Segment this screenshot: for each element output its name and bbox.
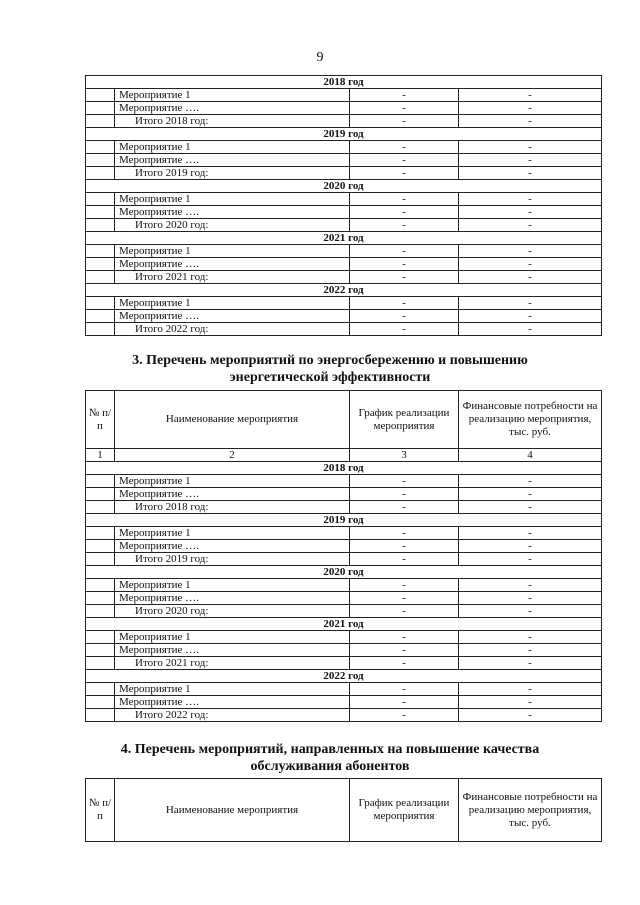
event-name: Мероприятие …. bbox=[115, 644, 350, 657]
finance-value: - bbox=[459, 709, 602, 722]
finance-value: - bbox=[459, 540, 602, 553]
col-number: 1 bbox=[86, 449, 115, 462]
header-num: № п/п bbox=[86, 779, 115, 842]
events-table-continued bbox=[85, 75, 602, 336]
year-row bbox=[86, 128, 602, 141]
year-row bbox=[86, 514, 602, 527]
year-label: 2018 год bbox=[86, 462, 602, 475]
schedule-value: - bbox=[350, 206, 459, 219]
finance-value: - bbox=[459, 167, 602, 180]
event-row bbox=[86, 193, 602, 206]
event-row bbox=[86, 245, 602, 258]
schedule-value: - bbox=[350, 631, 459, 644]
table-header-row bbox=[86, 391, 602, 449]
total-label: Итого 2018 год: bbox=[115, 501, 350, 514]
finance-value: - bbox=[459, 488, 602, 501]
schedule-value: - bbox=[350, 310, 459, 323]
total-label: Итого 2019 год: bbox=[115, 553, 350, 566]
total-row bbox=[86, 553, 602, 566]
schedule-value: - bbox=[350, 245, 459, 258]
event-name: Мероприятие 1 bbox=[115, 631, 350, 644]
event-name: Мероприятие …. bbox=[115, 310, 350, 323]
year-label: 2022 год bbox=[86, 284, 602, 297]
event-row bbox=[86, 475, 602, 488]
row-number-cell bbox=[86, 154, 115, 167]
finance-value: - bbox=[459, 579, 602, 592]
event-row bbox=[86, 206, 602, 219]
total-label: Итого 2021 год: bbox=[115, 271, 350, 284]
finance-value: - bbox=[459, 631, 602, 644]
event-row bbox=[86, 310, 602, 323]
total-row bbox=[86, 657, 602, 670]
column-number-row bbox=[86, 449, 602, 462]
total-label: Итого 2022 год: bbox=[115, 323, 350, 336]
event-name: Мероприятие 1 bbox=[115, 683, 350, 696]
event-row bbox=[86, 540, 602, 553]
finance-value: - bbox=[459, 219, 602, 232]
finance-value: - bbox=[459, 553, 602, 566]
event-row bbox=[86, 683, 602, 696]
event-name: Мероприятие …. bbox=[115, 206, 350, 219]
row-number-cell bbox=[86, 323, 115, 336]
event-name: Мероприятие 1 bbox=[115, 141, 350, 154]
event-row bbox=[86, 696, 602, 709]
schedule-value: - bbox=[350, 102, 459, 115]
event-name: Мероприятие …. bbox=[115, 102, 350, 115]
schedule-value: - bbox=[350, 141, 459, 154]
row-number-cell bbox=[86, 488, 115, 501]
finance-value: - bbox=[459, 193, 602, 206]
event-row bbox=[86, 527, 602, 540]
header-finance: Финансовые потребности на реализацию мероприятия, тыс. руб. bbox=[459, 779, 602, 842]
schedule-value: - bbox=[350, 657, 459, 670]
schedule-value: - bbox=[350, 501, 459, 514]
finance-value: - bbox=[459, 206, 602, 219]
event-row bbox=[86, 631, 602, 644]
row-number-cell bbox=[86, 245, 115, 258]
finance-value: - bbox=[459, 683, 602, 696]
energy-saving-events-table bbox=[85, 390, 602, 722]
event-name: Мероприятие …. bbox=[115, 154, 350, 167]
year-row bbox=[86, 76, 602, 89]
event-name: Мероприятие …. bbox=[115, 258, 350, 271]
event-name: Мероприятие 1 bbox=[115, 527, 350, 540]
schedule-value: - bbox=[350, 488, 459, 501]
col-number: 2 bbox=[115, 449, 350, 462]
service-quality-events-table bbox=[85, 778, 602, 842]
schedule-value: - bbox=[350, 271, 459, 284]
row-number-cell bbox=[86, 540, 115, 553]
row-number-cell bbox=[86, 579, 115, 592]
event-name: Мероприятие 1 bbox=[115, 475, 350, 488]
row-number-cell bbox=[86, 167, 115, 180]
event-row bbox=[86, 488, 602, 501]
finance-value: - bbox=[459, 245, 602, 258]
finance-value: - bbox=[459, 258, 602, 271]
year-label: 2021 год bbox=[86, 618, 602, 631]
row-number-cell bbox=[86, 297, 115, 310]
row-number-cell bbox=[86, 696, 115, 709]
finance-value: - bbox=[459, 102, 602, 115]
schedule-value: - bbox=[350, 154, 459, 167]
header-schedule: График реализации мероприятия bbox=[350, 391, 459, 449]
schedule-value: - bbox=[350, 605, 459, 618]
row-number-cell bbox=[86, 527, 115, 540]
finance-value: - bbox=[459, 475, 602, 488]
year-label: 2021 год bbox=[86, 232, 602, 245]
row-number-cell bbox=[86, 102, 115, 115]
total-label: Итого 2020 год: bbox=[115, 605, 350, 618]
event-name: Мероприятие …. bbox=[115, 696, 350, 709]
schedule-value: - bbox=[350, 475, 459, 488]
finance-value: - bbox=[459, 605, 602, 618]
finance-value: - bbox=[459, 89, 602, 102]
schedule-value: - bbox=[350, 193, 459, 206]
total-label: Итого 2019 год: bbox=[115, 167, 350, 180]
event-name: Мероприятие …. bbox=[115, 488, 350, 501]
year-label: 2019 год bbox=[86, 128, 602, 141]
finance-value: - bbox=[459, 115, 602, 128]
row-number-cell bbox=[86, 141, 115, 154]
schedule-value: - bbox=[350, 683, 459, 696]
finance-value: - bbox=[459, 592, 602, 605]
event-row bbox=[86, 592, 602, 605]
schedule-value: - bbox=[350, 527, 459, 540]
finance-value: - bbox=[459, 644, 602, 657]
total-label: Итого 2021 год: bbox=[115, 657, 350, 670]
row-number-cell bbox=[86, 475, 115, 488]
finance-value: - bbox=[459, 141, 602, 154]
schedule-value: - bbox=[350, 553, 459, 566]
total-row bbox=[86, 501, 602, 514]
finance-value: - bbox=[459, 154, 602, 167]
event-row bbox=[86, 297, 602, 310]
header-name: Наименование мероприятия bbox=[115, 391, 350, 449]
year-row bbox=[86, 462, 602, 475]
total-row bbox=[86, 271, 602, 284]
row-number-cell bbox=[86, 258, 115, 271]
row-number-cell bbox=[86, 115, 115, 128]
event-name: Мероприятие 1 bbox=[115, 297, 350, 310]
total-row bbox=[86, 219, 602, 232]
event-row bbox=[86, 579, 602, 592]
finance-value: - bbox=[459, 527, 602, 540]
row-number-cell bbox=[86, 709, 115, 722]
row-number-cell bbox=[86, 310, 115, 323]
total-label: Итого 2018 год: bbox=[115, 115, 350, 128]
row-number-cell bbox=[86, 683, 115, 696]
row-number-cell bbox=[86, 631, 115, 644]
row-number-cell bbox=[86, 219, 115, 232]
header-schedule: График реализации мероприятия bbox=[350, 779, 459, 842]
row-number-cell bbox=[86, 89, 115, 102]
finance-value: - bbox=[459, 323, 602, 336]
row-number-cell bbox=[86, 193, 115, 206]
finance-value: - bbox=[459, 271, 602, 284]
col-number: 4 bbox=[459, 449, 602, 462]
schedule-value: - bbox=[350, 167, 459, 180]
year-row bbox=[86, 284, 602, 297]
event-name: Мероприятие 1 bbox=[115, 193, 350, 206]
event-row bbox=[86, 102, 602, 115]
year-label: 2018 год bbox=[86, 76, 602, 89]
total-row bbox=[86, 605, 602, 618]
year-row bbox=[86, 232, 602, 245]
row-number-cell bbox=[86, 592, 115, 605]
event-name: Мероприятие 1 bbox=[115, 245, 350, 258]
schedule-value: - bbox=[350, 258, 459, 271]
schedule-value: - bbox=[350, 89, 459, 102]
year-label: 2020 год bbox=[86, 180, 602, 193]
schedule-value: - bbox=[350, 644, 459, 657]
total-label: Итого 2022 год: bbox=[115, 709, 350, 722]
year-label: 2020 год bbox=[86, 566, 602, 579]
row-number-cell bbox=[86, 271, 115, 284]
event-name: Мероприятие …. bbox=[115, 592, 350, 605]
finance-value: - bbox=[459, 310, 602, 323]
year-row bbox=[86, 618, 602, 631]
year-row bbox=[86, 566, 602, 579]
event-row bbox=[86, 89, 602, 102]
schedule-value: - bbox=[350, 592, 459, 605]
schedule-value: - bbox=[350, 219, 459, 232]
schedule-value: - bbox=[350, 696, 459, 709]
header-num: № п/п bbox=[86, 391, 115, 449]
schedule-value: - bbox=[350, 540, 459, 553]
row-number-cell bbox=[86, 501, 115, 514]
event-row bbox=[86, 258, 602, 271]
event-row bbox=[86, 154, 602, 167]
row-number-cell bbox=[86, 605, 115, 618]
row-number-cell bbox=[86, 553, 115, 566]
finance-value: - bbox=[459, 696, 602, 709]
col-number: 3 bbox=[350, 449, 459, 462]
finance-value: - bbox=[459, 501, 602, 514]
finance-value: - bbox=[459, 657, 602, 670]
section-3-title: 3. Перечень мероприятий по энергосбережению и повышению энергетической эффективности bbox=[132, 353, 528, 385]
schedule-value: - bbox=[350, 709, 459, 722]
event-name: Мероприятие …. bbox=[115, 540, 350, 553]
row-number-cell bbox=[86, 206, 115, 219]
total-row bbox=[86, 115, 602, 128]
schedule-value: - bbox=[350, 323, 459, 336]
header-name: Наименование мероприятия bbox=[115, 779, 350, 842]
schedule-value: - bbox=[350, 297, 459, 310]
total-row bbox=[86, 323, 602, 336]
row-number-cell bbox=[86, 644, 115, 657]
section-4-title: 4. Перечень мероприятий, направленных на повышение качества обслуживания абонентов bbox=[120, 742, 540, 774]
year-label: 2022 год bbox=[86, 670, 602, 683]
table-header-row bbox=[86, 779, 602, 842]
schedule-value: - bbox=[350, 115, 459, 128]
year-row bbox=[86, 180, 602, 193]
year-row bbox=[86, 670, 602, 683]
header-finance: Финансовые потребности на реализацию мероприятия, тыс. руб. bbox=[459, 391, 602, 449]
event-name: Мероприятие 1 bbox=[115, 89, 350, 102]
row-number-cell bbox=[86, 657, 115, 670]
total-label: Итого 2020 год: bbox=[115, 219, 350, 232]
page-number: 9 bbox=[316, 50, 324, 65]
schedule-value: - bbox=[350, 579, 459, 592]
event-name: Мероприятие 1 bbox=[115, 579, 350, 592]
year-label: 2019 год bbox=[86, 514, 602, 527]
event-row bbox=[86, 141, 602, 154]
total-row bbox=[86, 709, 602, 722]
total-row bbox=[86, 167, 602, 180]
finance-value: - bbox=[459, 297, 602, 310]
event-row bbox=[86, 644, 602, 657]
